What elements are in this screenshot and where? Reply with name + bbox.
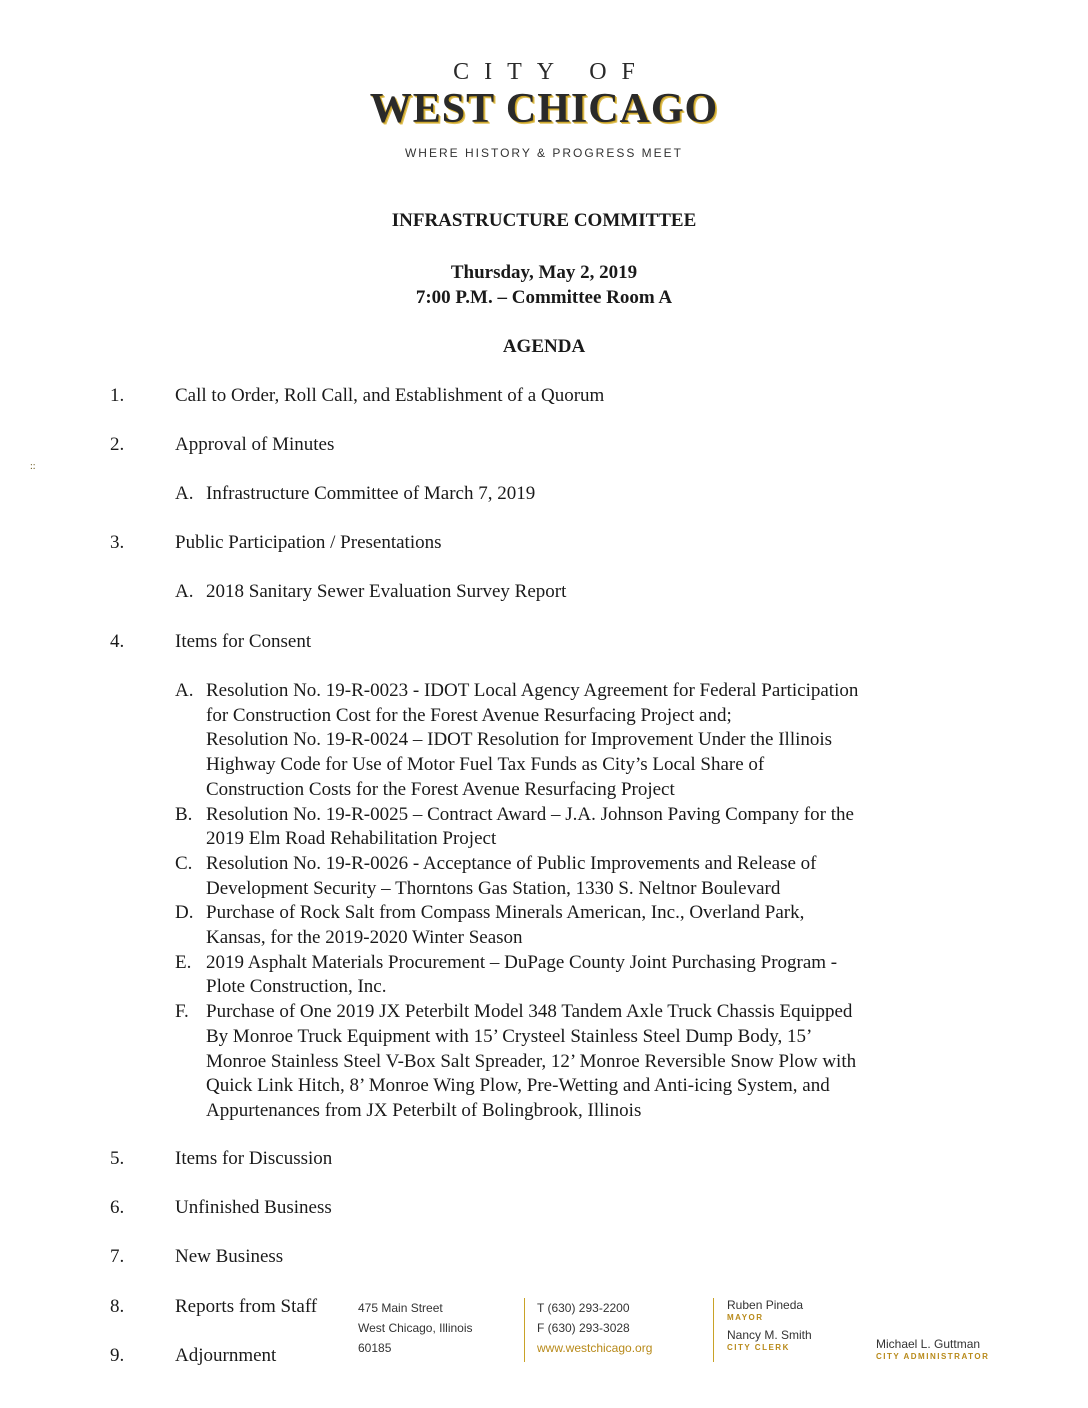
- consent-item-a: [175, 679, 858, 803]
- mayor-title: MAYOR: [727, 1313, 764, 1322]
- logo-city-of: CITY OF: [453, 59, 650, 85]
- consent-item-b: [175, 803, 858, 852]
- sub-item-letter: D.: [175, 902, 194, 924]
- item-label: New Business: [175, 1246, 284, 1267]
- item-number: 2.: [110, 434, 125, 455]
- sub-item-line: Resolution No. 19-R-0026 - Acceptance of Public Improvements and Release of: [206, 852, 817, 874]
- footer-address: [358, 1298, 473, 1358]
- item-label: Approval of Minutes: [175, 434, 335, 455]
- phone-number: T (630) 293-2200: [537, 1301, 630, 1315]
- address-street: 475 Main Street: [358, 1301, 443, 1315]
- mayor-name: Ruben Pineda: [727, 1298, 804, 1312]
- meeting-date: Thursday, May 2, 2019: [450, 262, 638, 283]
- item-number: 4.: [110, 631, 125, 652]
- sub-item-letter: B.: [175, 803, 193, 825]
- sub-item-letter: A.: [175, 680, 194, 701]
- sub-item-line: Quick Link Hitch, 8’ Monroe Wing Plow, Pre-Wetting and Anti-icing System, and: [206, 1075, 830, 1097]
- margin-mark: ::: [30, 461, 36, 472]
- sub-item-line: Kansas, for the 2019-2020 Winter Season: [206, 927, 523, 949]
- sub-item-line: for Construction Cost for the Forest Avenue Resurfacing Project and;: [206, 704, 732, 726]
- item-label: Reports from Staff: [175, 1296, 318, 1317]
- sub-item-line: Monroe Stainless Steel V-Box Salt Spreader, 12’ Monroe Reversible Snow Plow with: [206, 1050, 857, 1072]
- item-number: 6.: [110, 1197, 125, 1218]
- item-number: 5.: [110, 1148, 125, 1169]
- footer-contact: [537, 1298, 652, 1358]
- item-label: Items for Discussion: [175, 1148, 333, 1169]
- item-number: 1.: [110, 385, 125, 406]
- footer-divider: [524, 1298, 525, 1362]
- sub-item-line: Highway Code for Use of Motor Fuel Tax Funds as City’s Local Share of: [206, 754, 765, 776]
- consent-sub-items: [175, 679, 858, 1124]
- sub-item-line: Purchase of Rock Salt from Compass Minerals American, Inc., Overland Park,: [206, 902, 805, 924]
- sub-item-letter: F.: [175, 1001, 189, 1023]
- logo-west-chicago: WEST CHICAGO: [369, 86, 719, 132]
- sub-item-letter: A.: [175, 581, 194, 602]
- item-label: Public Participation / Presentations: [175, 532, 442, 553]
- address-zip: 60185: [358, 1341, 392, 1355]
- sub-item-line: Construction Costs for the Forest Avenue Resurfacing Project: [206, 778, 675, 800]
- sub-item-line: Resolution No. 19-R-0023 - IDOT Local Agency Agreement for Federal Participation: [206, 680, 859, 701]
- sub-item-line: Purchase of One 2019 JX Peterbilt Model 348 Tandem Axle Truck Chassis Equipped: [206, 1001, 853, 1023]
- sub-item-line: Resolution No. 19-R-0025 – Contract Award – J.A. Johnson Paving Company for the: [206, 803, 854, 825]
- footer-officials: [727, 1298, 812, 1352]
- sub-item-line: Appurtenances from JX Peterbilt of Bolingbrook, Illinois: [206, 1099, 642, 1121]
- item-label: Unfinished Business: [175, 1197, 332, 1218]
- item-number: 3.: [110, 532, 125, 553]
- item-number: 8.: [110, 1296, 125, 1317]
- sub-item-text: 2018 Sanitary Sewer Evaluation Survey Report: [206, 581, 567, 602]
- fax-number: F (630) 293-3028: [537, 1321, 630, 1335]
- sub-item-line: By Monroe Truck Equipment with 15’ Crysteel Stainless Steel Dump Body, 15’: [206, 1025, 813, 1047]
- address-city: West Chicago, Illinois: [358, 1321, 473, 1335]
- footer-divider: [713, 1298, 714, 1362]
- item-number: 9.: [110, 1345, 125, 1366]
- item-number: 7.: [110, 1246, 125, 1267]
- consent-item-e: [175, 951, 858, 1000]
- footer-administrator: [876, 1337, 989, 1361]
- sub-item-letter: A.: [175, 483, 194, 504]
- item-label: Call to Order, Roll Call, and Establishment of a Quorum: [175, 385, 605, 406]
- item-label: Adjournment: [175, 1345, 277, 1366]
- committee-title: INFRASTRUCTURE COMMITTEE: [391, 210, 697, 231]
- sub-item-line: Development Security – Thorntons Gas Station, 1330 S. Neltnor Boulevard: [206, 877, 781, 899]
- sub-item-line: Resolution No. 19-R-0024 – IDOT Resolution for Improvement Under the Illinois: [206, 729, 833, 751]
- clerk-title: CITY CLERK: [727, 1343, 790, 1352]
- consent-item-c: [175, 852, 858, 901]
- sub-item-letter: C.: [175, 852, 193, 874]
- clerk-name: Nancy M. Smith: [727, 1328, 812, 1342]
- administrator-name: Michael L. Guttman: [876, 1337, 981, 1351]
- presentations-sub-item: [175, 580, 566, 605]
- sub-item-line: 2019 Asphalt Materials Procurement – DuPage County Joint Purchasing Program -: [206, 951, 838, 973]
- item-label: Items for Consent: [175, 631, 312, 652]
- logo-tagline: WHERE HISTORY & PROGRESS MEET: [404, 146, 684, 160]
- administrator-title: CITY ADMINISTRATOR: [876, 1352, 990, 1361]
- city-logo: [0, 58, 1088, 160]
- sub-item-letter: E.: [175, 951, 192, 973]
- consent-item-d: [175, 901, 858, 950]
- sub-item-text: Infrastructure Committee of March 7, 2019: [206, 483, 536, 504]
- agenda-title: AGENDA: [502, 336, 586, 357]
- consent-item-f: [175, 1000, 858, 1124]
- meeting-time-place: 7:00 P.M. – Committee Room A: [415, 287, 673, 308]
- website-link[interactable]: www.westchicago.org: [537, 1341, 653, 1355]
- sub-item-line: Plote Construction, Inc.: [206, 976, 387, 998]
- sub-item-line: 2019 Elm Road Rehabilitation Project: [206, 828, 497, 850]
- minutes-sub-item: [175, 482, 535, 507]
